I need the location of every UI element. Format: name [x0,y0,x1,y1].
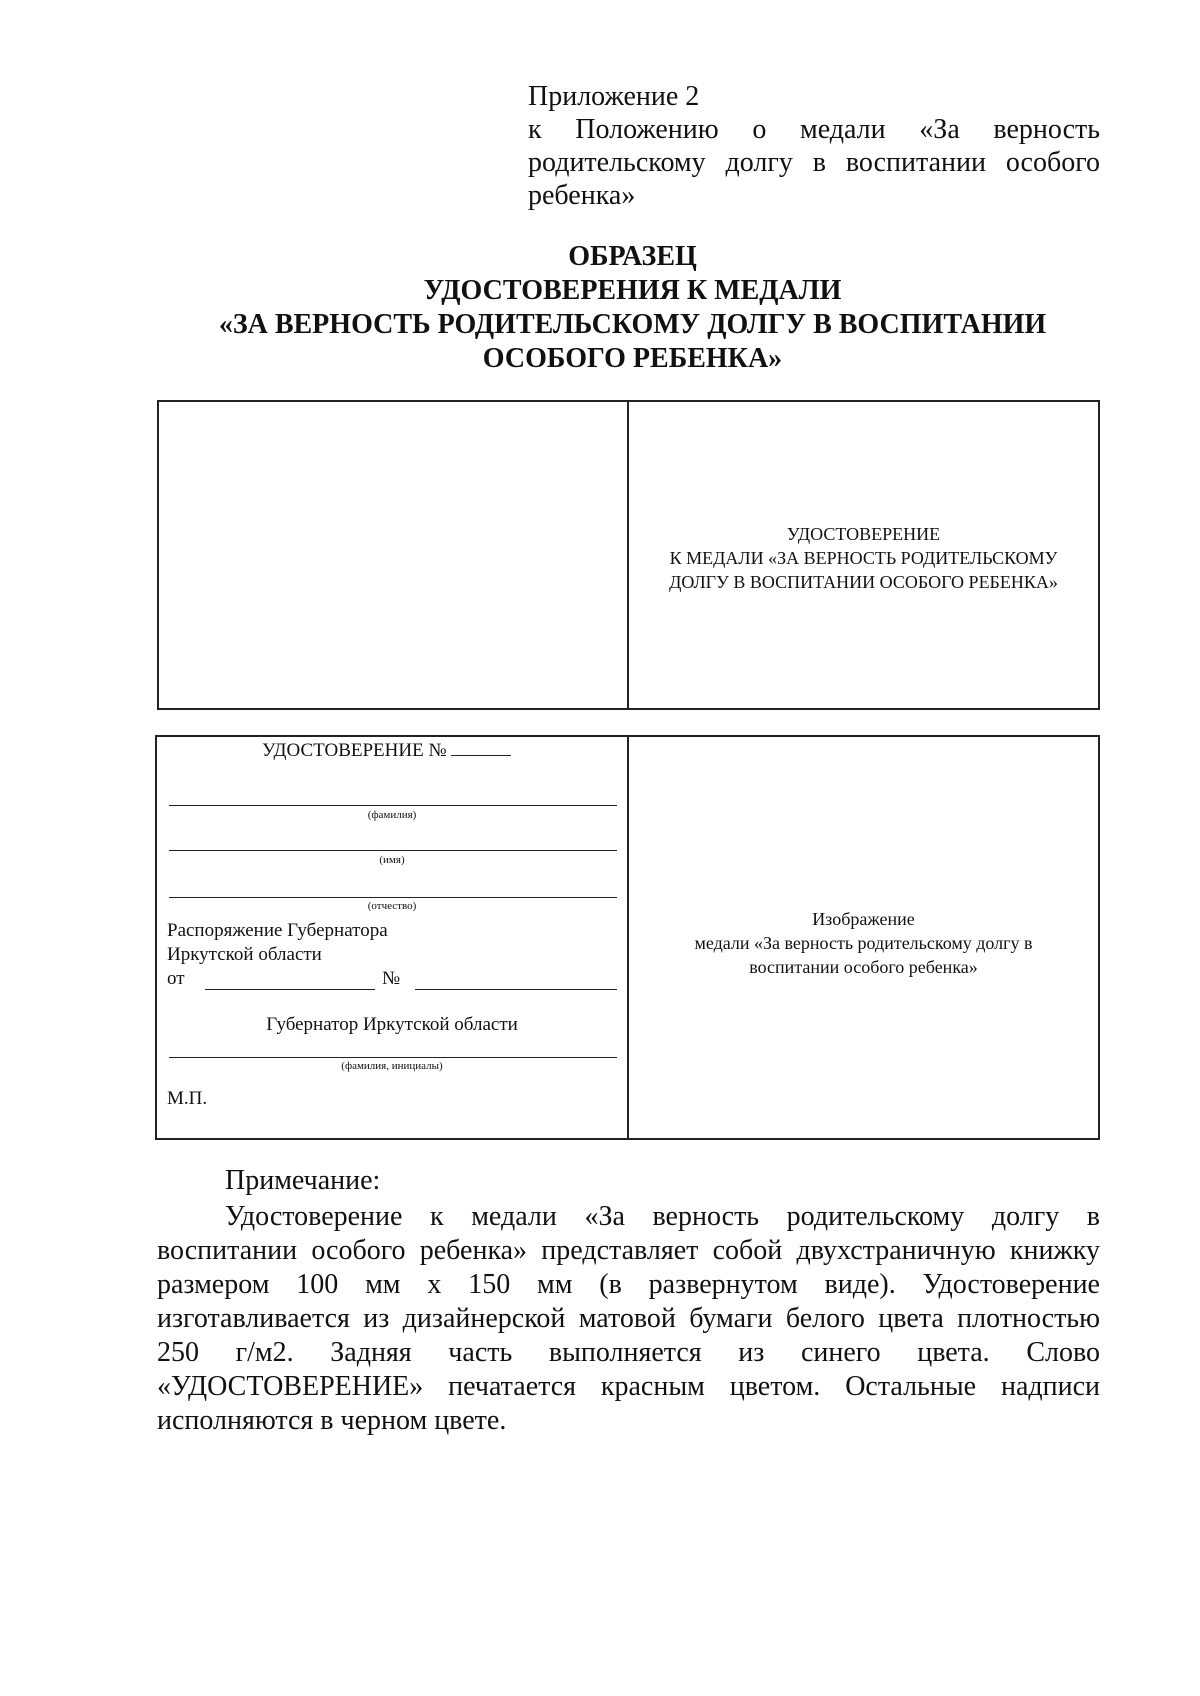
governor-name-caption: (фамилия, инициалы) [341,1060,443,1072]
appendix-reference [528,80,1100,212]
title-line-3: «ЗА ВЕРНОСТЬ РОДИТЕЛЬСКОМУ ДОЛГУ В ВОСПИТАНИИ [218,309,1047,340]
title-line-1: ОБРАЗЕЦ [568,241,697,272]
name-caption: (имя) [379,854,405,866]
cover-line-2: К МЕДАЛИ «ЗА ВЕРНОСТЬ РОДИТЕЛЬСКОМУ [669,548,1058,568]
medal-line-2: медали «За верность родительскому долгу в [694,933,1033,953]
cover-title [629,522,1098,594]
medal-line-3: воспитании особого ребенка» [749,957,978,977]
note-label: Примечание: [225,1165,381,1196]
governor-title: Губернатор Иркутской области [266,1014,518,1035]
medal-image-placeholder [629,907,1098,979]
governor-name-line [169,1057,617,1058]
name-line [169,850,617,851]
patronymic-caption: (отчество) [367,900,417,912]
title-line-4: ОСОБОГО РЕБЕНКА» [482,343,783,374]
appendix-line-4: ребенка» [528,180,636,211]
order-from-label: от [167,968,185,989]
appendix-line-1: Приложение 2 [528,81,700,112]
surname-caption: (фамилия) [367,809,417,821]
order-date-line [205,989,375,990]
cover-line-1: УДОСТОВЕРЕНИЕ [786,524,941,544]
patronymic-line [169,897,617,898]
certificate-inner-sample [155,735,1100,1140]
appendix-line-2: к Положению о медали «За верность [528,114,1100,145]
certificate-number-label: УДОСТОВЕРЕНИЕ № [262,740,447,761]
surname-line [169,805,617,806]
medal-line-1: Изображение [812,909,915,929]
certificate-number-blank [451,739,511,756]
cover-line-3: ДОЛГУ В ВОСПИТАНИИ ОСОБОГО РЕБЕНКА» [669,572,1058,592]
certificate-cover-sample [157,400,1100,710]
certificate-number [262,739,511,762]
order-number-label: № [382,968,401,989]
order-number-line [415,989,617,990]
order-line-1: Распоряжение Губернатора [167,920,388,941]
title-line-2: УДОСТОВЕРЕНИЯ К МЕДАЛИ [423,275,842,306]
note-body: Удостоверение к медали «За верность родительскому долгу в воспитании особого ребенка» представляет собой двухстраничную книжку размером 100 мм х 150 мм (в развернутом виде). Удостоверение изготавливается из дизайнерской матовой бумаги белого цвета плотностью 250 г/м2. Задняя часть выполняется из синего цвета. Слово «УДОСТОВЕРЕНИЕ» печатается красным цветом. Остальные надписи исполняются в черном цвете. [157,1201,1100,1436]
document-title [150,240,1115,376]
order-line-2: Иркутской области [167,944,322,965]
stamp-place: М.П. [167,1088,208,1109]
appendix-line-3: родительскому долгу в воспитании особого [528,147,1100,178]
